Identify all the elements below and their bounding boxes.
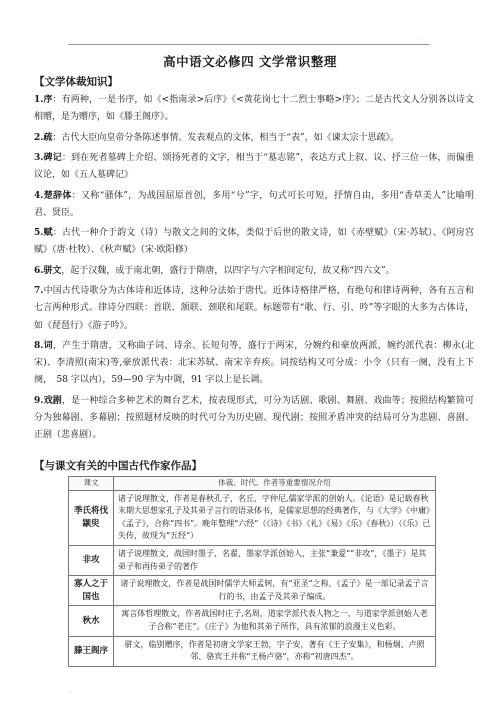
item-term: 碑记 — [43, 152, 62, 163]
item-term: 疏 — [43, 132, 53, 143]
work-title: 季氏将伐颛臾 — [69, 490, 114, 545]
item-text: ：古代大臣向皇帝分条陈述事情、发表观点的文体，相当于“表”，如《谏太宗十思疏》。 — [52, 132, 400, 143]
item-text: ：到在死者墓碑上介绍、颂扬死者的文字，相当于“墓志铭”，表达方式上叙、议、抒三位一体，而偏重议论，如《五人墓碑记》 — [34, 152, 474, 181]
work-description: 诸子说理散文，作者是春秋孔子，名丘，字仲尼,儒家学派的创始人。《论语》是记载春秋末期大思想家孔子及其弟子言行的语录体书，是儒家思想的经典著作，与《大学》《中庸》《孟子》，合称“四书”。晚年整理“六经”（《诗》《书》《礼》《易》《乐》《春秋》）（《乐》已失传，故现为“五经”） — [114, 490, 436, 545]
list-item — [34, 130, 474, 147]
item-text: ：有两种，一是书序，如《<指南录>后序》《<黄花岗七十二烈士事略>序》；二是古代文人分别各以诗文相赠，是为赠序，如《滕王阁序》。 — [34, 95, 474, 123]
item-number: 2. — [34, 132, 44, 143]
work-title: 秋水 — [69, 606, 114, 636]
work-title: 滕王阁序 — [69, 636, 114, 666]
page-title: 高中语文必修四 文学常识整理 — [163, 54, 337, 69]
item-term: 赋 — [43, 228, 53, 239]
list-item — [34, 150, 474, 184]
table-row — [69, 490, 436, 545]
item-number: 1. — [34, 95, 44, 105]
item-number: 8. — [34, 340, 44, 351]
item-term: 楚辞体 — [43, 190, 72, 201]
item-text: ，是一种综合多种艺术的舞台艺术，按表现形式，可分为话剧、歌剧、舞剧、戏曲等；按照结构繁简可分为独幕剧、多幕剧；按照题材反映的时代可分为历史剧、现代剧；按照矛盾冲突的结局可分为悲剧、喜剧、正剧（悲喜剧）。 — [34, 395, 474, 441]
section-heading-genres: 【文学体裁知识】 — [34, 76, 118, 88]
work-description: 诸子说理散文，作者是战国时儒学大师孟轲，有“亚圣”之称，《孟子》是一部记录孟子言行的书，由孟子及其弟子编成。 — [114, 576, 436, 606]
genre-list — [34, 92, 474, 448]
table-header-desc: 体裁、时代、作者等重要情况介绍 — [114, 477, 436, 491]
item-term: 戏剧 — [43, 395, 62, 406]
list-item — [34, 225, 474, 259]
header-mark: · — [418, 36, 420, 43]
item-text: ：古代一种介于韵文（诗）与散文之间的文体，类似于后世的散文诗，如《赤壁赋》（宋·苏轼）、《阿房宫赋》（唐·杜牧）、《秋声赋》（宋·欧阳修） — [34, 228, 474, 256]
table-header-text: 课文 — [69, 477, 114, 491]
works-table — [68, 476, 436, 667]
item-term: 骈文 — [43, 265, 62, 276]
item-term: 词 — [43, 340, 53, 351]
item-term: 序 — [43, 95, 53, 105]
item-number: 6. — [34, 265, 44, 276]
work-title: 非攻 — [69, 545, 114, 575]
header-rule — [68, 44, 430, 45]
item-number: 9. — [34, 395, 44, 406]
list-item — [34, 188, 474, 222]
item-text: ，起于汉魏，成于南北朝，盛行于隋唐，以四字与六字相间定句，故又称“四六文”。 — [61, 265, 395, 276]
item-number: 7. — [34, 286, 44, 297]
list-item — [34, 92, 474, 126]
list-item — [34, 338, 474, 390]
item-text: ：又称“骚体”，为战国屈原首创，多用“兮”字，句式可长可短，抒情自由，多用“香草美人”比喻明君、贤臣。 — [34, 190, 474, 218]
section-heading-works: 【与课文有关的中国古代作家作品】 — [34, 460, 202, 472]
work-description: 诸子说理散文，战国时墨子，名翟，墨家学派创始人，主张“兼爱”“非攻”，《墨子》是其弟子和再传弟子的著作 — [114, 545, 436, 575]
table-row — [69, 576, 436, 606]
work-description: 骈文，临别赠序，作者是初唐文学家王勃，字子安，著有《王子安集》，和杨炯、卢照邻、骆宾王并称“王杨卢骆”，亦称“初唐四杰”。 — [114, 636, 436, 666]
table-row — [69, 636, 436, 666]
item-text: 中国古代诗歌分为古体诗和近体诗，这种分法始于唐代。近体诗格律严格，有绝句和律诗两种，各有五言和七言两种形式。律诗分四联：首联、颔联、颈联和尾联。标题带有“歌、行、引、吟”等字眼的大多为古体诗，如《琵琶行》《游子吟》。 — [34, 286, 474, 331]
table-row — [69, 545, 436, 575]
item-number: 4. — [34, 190, 44, 201]
item-number: 5. — [34, 228, 44, 239]
footer-mark: · — [70, 690, 72, 697]
table-row — [69, 606, 436, 636]
list-item — [34, 393, 474, 445]
item-text: ，产生于隋唐，又称曲子词、诗余、长短句等，盛行于两宋，分婉约和豪放两派，婉约派代表：柳永(北宋)、李清照(南宋)等,豪放派代表：北宋苏轼、南宋辛弃疾。词按结构又可分成：小令（只有一阕，没有上下阕， 58 字以内），59—90 字为中调，91 字以上是长调。 — [34, 340, 474, 386]
work-description: 寓言体哲理散文，作者战国时庄子,名周，道家学派代表人物之一，与道家学派创始人老子合称“老庄”。《庄子》为他和其弟子所作，具有浓郁的浪漫主义色彩。 — [114, 606, 436, 636]
item-number: 3. — [34, 152, 44, 163]
list-item — [34, 283, 474, 335]
list-item — [34, 263, 474, 280]
work-title: 寡人之于国也 — [69, 576, 114, 606]
table-header-row — [69, 477, 436, 491]
